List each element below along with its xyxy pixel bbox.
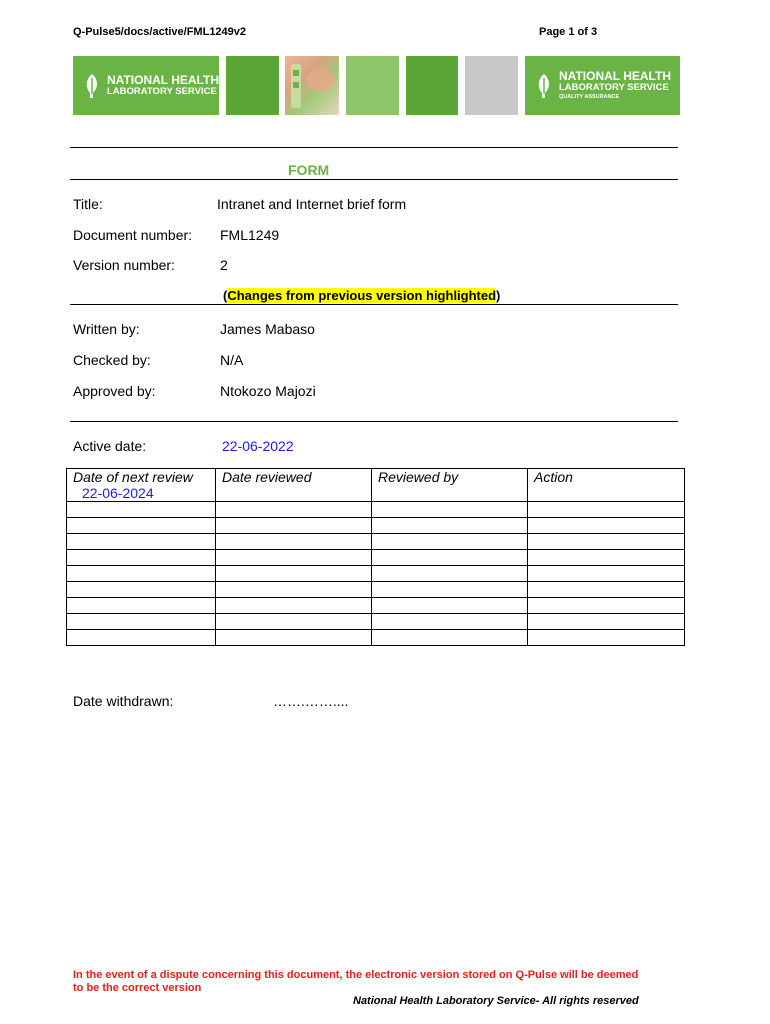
table-header-row: [67, 469, 685, 502]
table-row: [67, 598, 685, 614]
table-cell: [216, 614, 372, 630]
changes-open-paren: (: [223, 288, 228, 303]
changes-note: [223, 288, 500, 303]
table-cell: [67, 630, 216, 646]
header-reviewed-by: Reviewed by: [372, 469, 528, 502]
table-cell: [216, 582, 372, 598]
divider: [70, 421, 678, 422]
changes-highlighted-text: Changes from previous version highlighted: [227, 288, 497, 303]
table-row: [67, 550, 685, 566]
table-cell: [216, 550, 372, 566]
divider: [70, 179, 678, 180]
banner-lightgreen-block: [346, 56, 399, 115]
table-cell: [67, 598, 216, 614]
table-cell: [67, 582, 216, 598]
logo-right-line3: QUALITY ASSURANCE: [559, 93, 620, 100]
title-label: Title:: [73, 196, 103, 212]
table-cell: [67, 550, 216, 566]
divider: [70, 304, 678, 305]
banner-green-block-2: [406, 56, 458, 115]
table-cell: [528, 582, 685, 598]
table-cell: [372, 630, 528, 646]
table-cell: [216, 630, 372, 646]
written-by-label: Written by:: [73, 321, 140, 337]
table-cell: [528, 550, 685, 566]
table-cell: [528, 598, 685, 614]
table-row: [67, 502, 685, 518]
approved-by-label: Approved by:: [73, 383, 156, 399]
table-row: [67, 566, 685, 582]
table-cell: [67, 614, 216, 630]
document-number-value: FML1249: [220, 227, 280, 243]
nhls-leaf-icon: [535, 73, 553, 99]
table-cell: [528, 502, 685, 518]
table-row: [67, 518, 685, 534]
table-cell: [67, 566, 216, 582]
approved-by-value: Ntokozo Majozi: [220, 383, 316, 399]
divider: [70, 147, 678, 148]
table-row: [67, 534, 685, 550]
table-cell: [67, 502, 216, 518]
table-cell: [216, 598, 372, 614]
logo-right-line2: LABORATORY SERVICE: [559, 81, 669, 93]
nhls-leaf-icon: [83, 73, 101, 99]
header-next-review: Date of next review: [73, 469, 193, 485]
table-cell: [372, 598, 528, 614]
table-cell: [372, 582, 528, 598]
form-heading: FORM: [288, 162, 330, 178]
table-cell: [528, 518, 685, 534]
date-withdrawn-label: Date withdrawn:: [73, 693, 174, 709]
table-cell: [528, 566, 685, 582]
checked-by-value: N/A: [220, 352, 244, 368]
version-number-label: Version number:: [73, 257, 175, 273]
dispute-notice: [73, 969, 693, 995]
date-withdrawn-value: …….……....: [273, 693, 349, 709]
dispute-line2: to be the correct version: [73, 982, 202, 994]
review-table: [66, 468, 685, 646]
table-cell: [372, 502, 528, 518]
header-action: Action: [528, 469, 685, 502]
table-cell: [528, 534, 685, 550]
lab-photo-image: [285, 56, 339, 115]
next-review-date: 22-06-2024: [82, 485, 154, 501]
banner-photo: [285, 56, 339, 115]
table-cell: [372, 614, 528, 630]
title-value: Intranet and Internet brief form: [217, 196, 407, 212]
logo-line1: NATIONAL HEALTH: [107, 73, 219, 88]
table-cell: [67, 469, 216, 502]
written-by-value: James Mabaso: [220, 321, 315, 337]
table-row: [67, 630, 685, 646]
table-cell: [216, 518, 372, 534]
document-path: Q-Pulse5/docs/active/FML1249v2: [73, 26, 247, 38]
table-row: [67, 614, 685, 630]
nhls-logo-left: [73, 56, 219, 115]
nhls-logo-right: [525, 56, 680, 115]
active-date-label: Active date:: [73, 438, 147, 454]
table-cell: [372, 566, 528, 582]
table-cell: [528, 630, 685, 646]
changes-close-paren: ): [496, 288, 501, 303]
document-number-label: Document number:: [73, 227, 193, 243]
banner-grey-block: [465, 56, 518, 115]
version-number-value: 2: [220, 257, 228, 273]
table-cell: [528, 614, 685, 630]
dispute-line1: In the event of a dispute concerning this document, the electronic version stored on Q-Pulse will be deemed: [73, 969, 639, 981]
header-date-reviewed: Date reviewed: [216, 469, 372, 502]
active-date-value: 22-06-2022: [222, 438, 294, 454]
table-cell: [67, 518, 216, 534]
table-cell: [372, 518, 528, 534]
page-number: Page 1 of 3: [539, 26, 598, 38]
table-cell: [216, 566, 372, 582]
table-cell: [216, 502, 372, 518]
table-cell: [67, 534, 216, 550]
checked-by-label: Checked by:: [73, 352, 151, 368]
banner-green-block: [226, 56, 279, 115]
table-row: [67, 582, 685, 598]
logo-right-line1: NATIONAL HEALTH: [559, 69, 671, 84]
rights-notice: National Health Laboratory Service- All rights reserved: [353, 995, 639, 1007]
table-cell: [372, 550, 528, 566]
table-cell: [216, 534, 372, 550]
logo-line2: LABORATORY SERVICE: [107, 85, 217, 97]
table-cell: [372, 534, 528, 550]
